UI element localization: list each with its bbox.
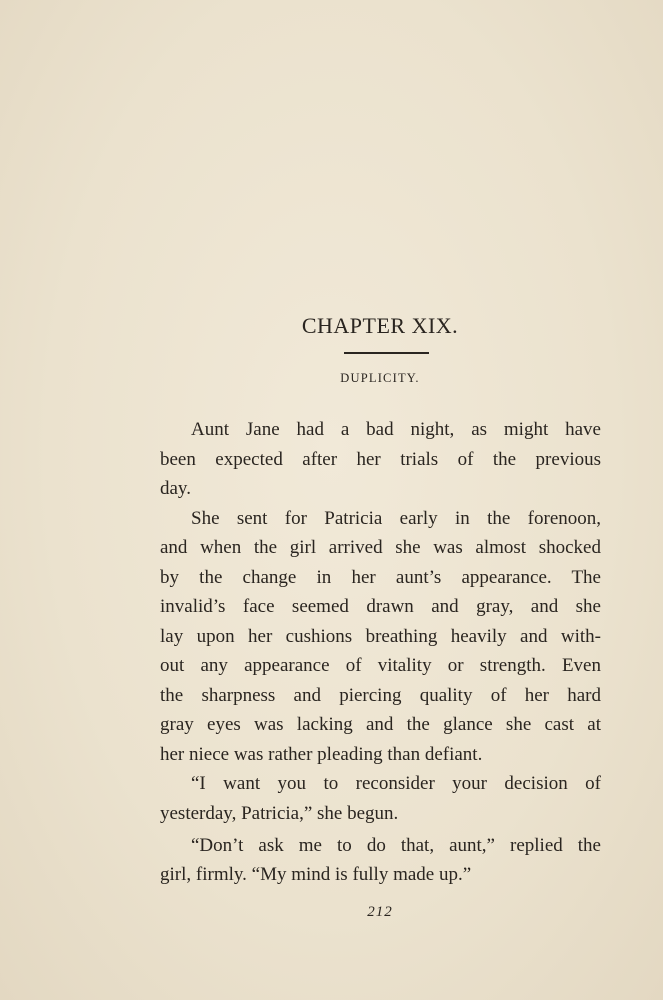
text-line: been expected after her trials of the previous	[160, 449, 601, 470]
heading-rule	[344, 352, 429, 354]
chapter-heading: CHAPTER XIX.	[301, 313, 459, 338]
page-number: 212	[367, 904, 393, 920]
text-line: girl, firmly. “My mind is fully made up.”	[160, 864, 472, 885]
text-line: gray eyes was lacking and the glance she cast at	[160, 714, 601, 735]
chapter-title: DUPLICITY.	[340, 371, 420, 385]
text-line: lay upon her cushions breathing heavily and with-	[160, 626, 601, 647]
text-line: Aunt Jane had a bad night, as might have	[191, 419, 601, 440]
text-line: She sent for Patricia early in the forenoon,	[191, 508, 601, 529]
text-line: yesterday, Patricia,” she begun.	[160, 803, 399, 824]
text-line: and when the girl arrived she was almost shocked	[160, 537, 601, 558]
text-line: “I want you to reconsider your decision of	[191, 773, 601, 794]
text-line: the sharpness and piercing quality of her hard	[160, 685, 601, 706]
text-line: invalid’s face seemed drawn and gray, and she	[160, 596, 601, 617]
text-line: out any appearance of vitality or strength. Even	[160, 655, 601, 676]
text-line: “Don’t ask me to do that, aunt,” replied the	[191, 835, 601, 856]
text-line: by the change in her aunt’s appearance. The	[160, 567, 601, 588]
text-line: day.	[160, 478, 191, 499]
text-line: her niece was rather pleading than defiant.	[160, 744, 483, 765]
